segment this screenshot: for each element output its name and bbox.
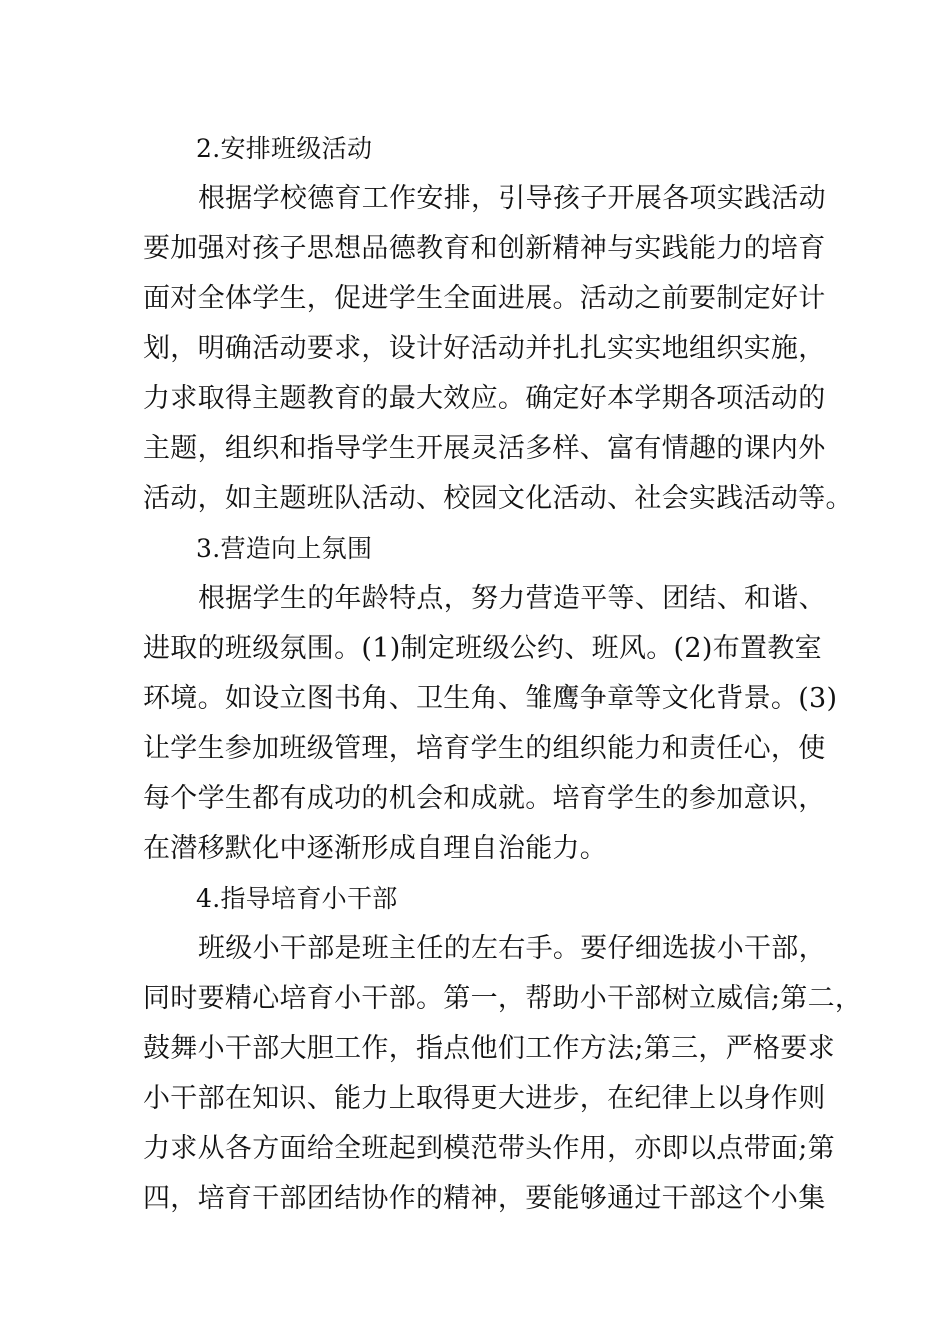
paragraph-line: 主题，组织和指导学生开展灵活多样、富有情趣的课内外: [143, 433, 826, 464]
paragraph-line: 每个学生都有成功的机会和成就。培育学生的参加意识，: [143, 783, 826, 814]
paragraph-line: 让学生参加班级管理，培育学生的组织能力和责任心，使: [143, 733, 826, 764]
paragraph-line: 四，培育干部团结协作的精神，要能够通过干部这个小集: [143, 1183, 826, 1214]
paragraph-line: 活动，如主题班队活动、校园文化活动、社会实践活动等。: [143, 483, 853, 514]
paragraph-line: 环境。如设立图书角、卫生角、雏鹰争章等文化背景。(3): [143, 683, 838, 714]
paragraph-line: 进取的班级氛围。(1)制定班级公约、班风。(2)布置教室: [143, 633, 822, 664]
paragraph-line: 力求从各方面给全班起到模范带头作用，亦即以点带面;第: [143, 1133, 835, 1164]
paragraph-line: 鼓舞小干部大胆工作，指点他们工作方法;第三，严格要求: [143, 1033, 835, 1064]
paragraph-line: 根据学校德育工作安排，引导孩子开展各项实践活动: [198, 183, 826, 214]
paragraph-line: 要加强对孩子思想品德教育和创新精神与实践能力的培育: [143, 233, 826, 264]
paragraph-line: 根据学生的年龄特点，努力营造平等、团结、和谐、: [198, 583, 826, 614]
section-heading: 4.指导培育小干部: [196, 884, 398, 913]
paragraph-line: 在潜移默化中逐渐形成自理自治能力。: [143, 833, 608, 864]
paragraph-line: 力求取得主题教育的最大效应。确定好本学期各项活动的: [143, 383, 826, 414]
paragraph-line: 面对全体学生，促进学生全面进展。活动之前要制定好计: [143, 283, 826, 314]
paragraph-line: 小干部在知识、能力上取得更大进步，在纪律上以身作则: [143, 1083, 826, 1114]
paragraph-line: 同时要精心培育小干部。第一，帮助小干部树立威信;第二，: [143, 983, 863, 1014]
paragraph-line: 划，明确活动要求，设计好活动并扎扎实实地组织实施，: [143, 333, 826, 364]
paragraph-line: 班级小干部是班主任的左右手。要仔细选拔小干部，: [198, 933, 826, 964]
section-heading: 2.安排班级活动: [196, 134, 373, 163]
section-heading: 3.营造向上氛围: [196, 534, 373, 563]
